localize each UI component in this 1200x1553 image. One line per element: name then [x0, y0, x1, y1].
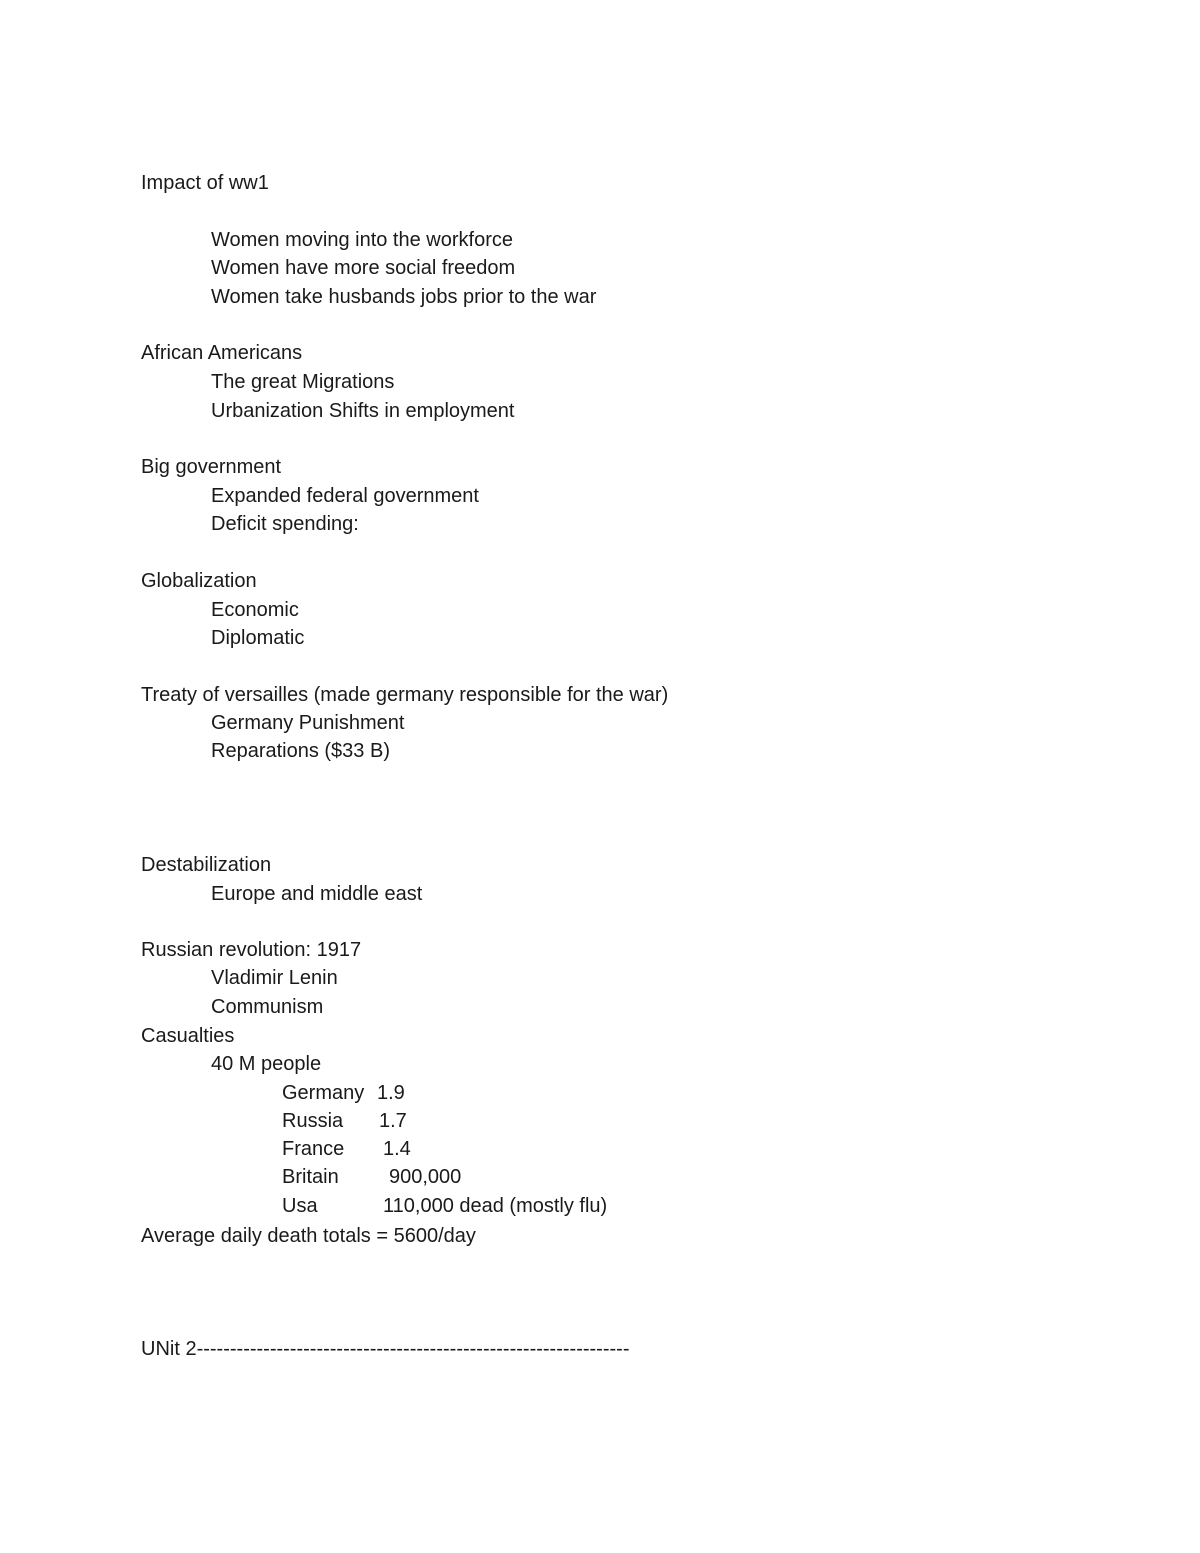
destabilization-heading: Destabilization: [141, 854, 272, 876]
casualty-country-name: Russia: [282, 1110, 344, 1132]
casualty-country-name: Germany: [282, 1082, 365, 1104]
casualty-country-value: 900,000: [389, 1166, 462, 1188]
casualty-country-name: Britain: [282, 1166, 339, 1188]
african-americans-item-1: The great Migrations: [211, 371, 395, 393]
globalization-item-1: Economic: [211, 599, 299, 621]
women-item-3: Women take husbands jobs prior to the war: [211, 286, 597, 308]
russian-revolution-item-2: Communism: [211, 996, 324, 1018]
globalization-heading: Globalization: [141, 570, 257, 592]
women-item-1: Women moving into the workforce: [211, 229, 513, 251]
russian-revolution-item-1: Vladimir Lenin: [211, 967, 338, 989]
casualty-country-value: 1.7: [379, 1110, 407, 1132]
unit-2-divider: UNit 2-----------------------------------------------------------------: [141, 1338, 630, 1360]
casualty-country-name: France: [282, 1138, 345, 1160]
treaty-item-1: Germany Punishment: [211, 712, 405, 734]
treaty-heading: Treaty of versailles (made germany responsible for the war): [141, 684, 669, 706]
casualties-heading: Casualties: [141, 1025, 235, 1047]
destabilization-item-1: Europe and middle east: [211, 883, 423, 905]
document-title: Impact of ww1: [141, 172, 269, 194]
african-americans-item-2: Urbanization Shifts in employment: [211, 400, 515, 422]
african-americans-heading: African Americans: [141, 342, 303, 364]
casualties-total: 40 M people: [211, 1053, 322, 1075]
casualty-country-value: 1.4: [383, 1138, 411, 1160]
big-government-heading: Big government: [141, 456, 282, 478]
casualty-country-name: Usa: [282, 1195, 318, 1217]
globalization-item-2: Diplomatic: [211, 627, 305, 649]
casualty-country-value: 1.9: [377, 1082, 405, 1104]
russian-revolution-heading: Russian revolution: 1917: [141, 939, 362, 961]
average-daily-deaths: Average daily death totals = 5600/day: [141, 1225, 476, 1247]
casualty-country-value: 110,000 dead (mostly flu): [383, 1195, 608, 1217]
treaty-item-2: Reparations ($33 B): [211, 740, 390, 762]
women-item-2: Women have more social freedom: [211, 257, 516, 279]
big-government-item-2: Deficit spending:: [211, 513, 359, 535]
big-government-item-1: Expanded federal government: [211, 485, 479, 507]
